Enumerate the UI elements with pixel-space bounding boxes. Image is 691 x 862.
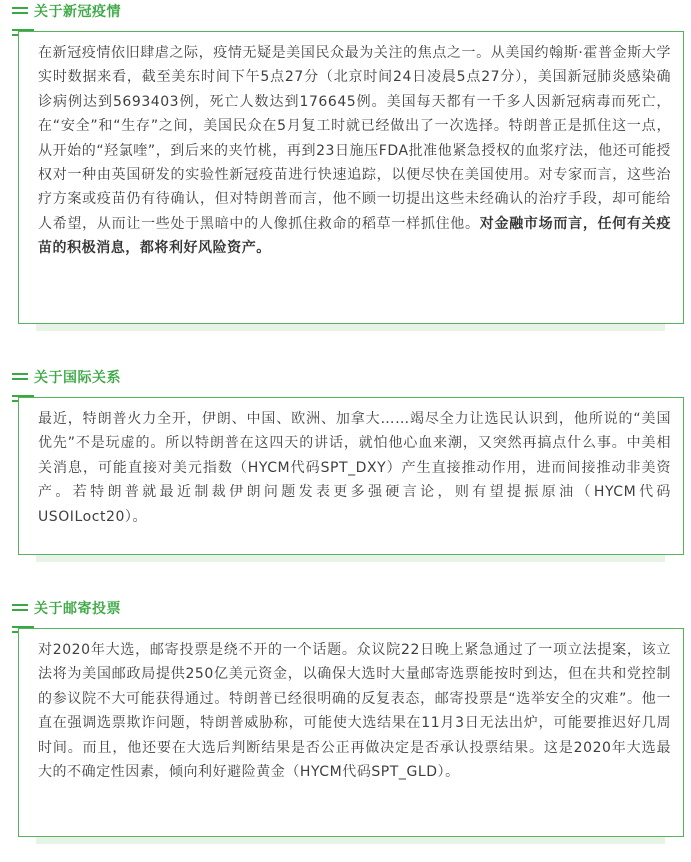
section-header (12, 366, 121, 388)
section-covid (0, 0, 691, 330)
section-paragraph (19, 398, 683, 529)
paragraph-text: 对2020年大选，邮寄投票是绕不开的一个话题。众议院22日晚上紧急通过了一项立法提案，该立法将为美国邮政局提供250亿美元资金，以确保大选时大量邮寄选票能按时到达，但在共和党控制的参议院不大可能获得通过。特朗普已经很明确的反复表态，邮寄投票是“选举安全的灾难”。他一直在强调选票欺诈问题，特朗普威胁称，可能使大选结果在11月3日无法出炉，可能要推迟好几周时间。而且，他还要在大选后判断结果是否公正再做决定是否承认投票结果。这是2020年大选最大的不确定性因素，倾向利好避险黄金（HYCM代码SPT_GLD）。 (38, 642, 671, 781)
section-paragraph (19, 629, 683, 784)
content-box (18, 628, 684, 837)
paragraph-text: 最近，特朗普火力全开，伊朗、中国、欧洲、加拿大……竭尽全力让选民认识到，他所说的“美国优先”不是玩虚的。所以特朗普在这四天的讲话，就怕他心血来潮，又突然再搞点什么事。中美相关消息，可能直接对美元指数（HYCM代码SPT_DXY）产生直接推动作用，进而间接推动非美资产。若特朗普就最近制裁伊朗问题发表更多强硬言论，则有望提振原油（HYCM代码USOILoct20）。 (38, 411, 671, 525)
equals-icon (12, 372, 28, 382)
section-mail-voting (0, 597, 691, 862)
section-international (0, 366, 691, 566)
equals-icon (12, 6, 28, 16)
content-box (18, 31, 684, 324)
paragraph-text: 在新冠疫情依旧肆虐之际，疫情无疑是美国民众最为关注的焦点之一。从美国约翰斯·霍普金斯大学实时数据来看，截至美东时间下午5点27分（北京时间24日凌晨5点27分），美国新冠肺炎感染确诊病例达到5693403例，死亡人数达到176645例。美国每天都有一千多人因新冠病毒而死亡，在“安全”和“生存”之间，美国民众在5月复工时就已经做出了一次选择。特朗普正是抓住这一点，从开始的“羟氯喹”，到后来的夹竹桃，再到23日施压FDA批准他紧急授权的血浆疗法，他还可能授权对一种由英国研发的实验性新冠疫苗进行快速追踪，以便尽快在美国使用。对专家而言，这些治疗方案或疫苗仍有待确认，但对特朗普而言，他不顾一切提出这些未经确认的治疗手段，却可能给人希望，从而让一些处于黑暗中的人像抓住救命的稻草一样抓住他。 (38, 45, 671, 232)
paragraph-bold-text: 对金融市场而言，任何有关疫苗的积极消息，都将利好风险资产。 (38, 215, 671, 257)
equals-icon (12, 603, 28, 613)
section-title: 关于邮寄投票 (34, 601, 121, 617)
box-shadow-bar (36, 837, 665, 844)
section-paragraph (19, 32, 683, 261)
section-title: 关于国际关系 (34, 370, 121, 386)
box-shadow-bar (36, 324, 665, 331)
section-header (12, 597, 121, 619)
section-header (12, 0, 121, 22)
content-box (18, 397, 684, 555)
box-shadow-bar (36, 555, 665, 562)
section-title: 关于新冠疫情 (34, 4, 121, 20)
